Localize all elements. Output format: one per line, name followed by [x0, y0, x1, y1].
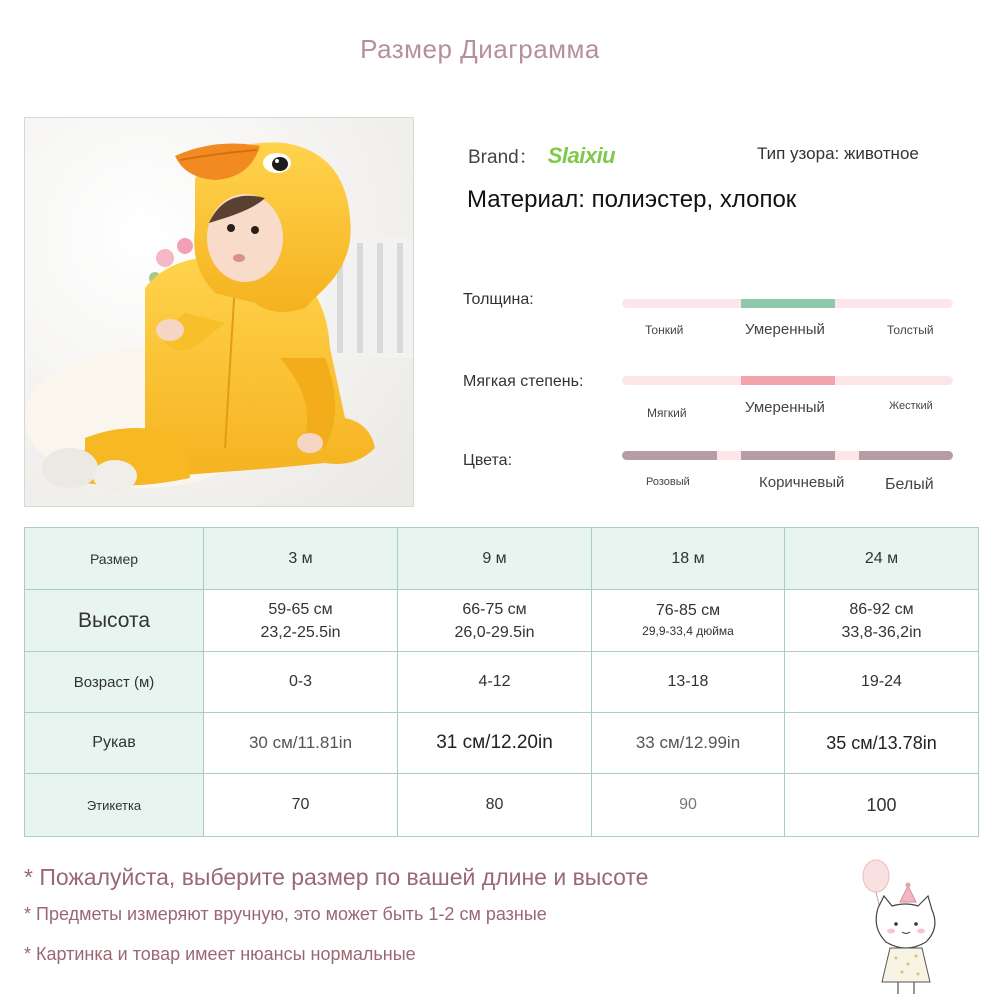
height-cell: [785, 590, 979, 652]
size-cell: 24 м: [785, 528, 979, 590]
height-cm: 76-85 см: [655, 601, 721, 619]
colors-bar: [622, 451, 953, 460]
table-row-height: [25, 590, 979, 652]
height-cell: [204, 590, 398, 652]
size-cell: 18 м: [592, 528, 785, 590]
height-cell: [398, 590, 592, 652]
softness-option-moderate: Умеренный: [745, 399, 825, 416]
softness-option-soft: Мягкий: [647, 406, 687, 420]
height-in: 29,9-33,4 дюйма: [642, 623, 734, 638]
age-cell: 19-24: [785, 652, 979, 713]
thickness-option-thick: Толстый: [887, 323, 934, 337]
softness-selected-segment: [741, 376, 835, 385]
tag-cell: 70: [204, 774, 398, 837]
color-option-pink: Розовый: [646, 476, 690, 488]
product-photo: [24, 117, 414, 507]
table-row-age: [25, 652, 979, 713]
page-title: Размер Диаграмма: [360, 34, 600, 64]
thickness-bar: [622, 299, 953, 308]
cat-illustration-icon: [856, 858, 956, 998]
note-picture-nuance: * Картинка и товар имеет нюансы нормальные: [24, 944, 416, 964]
age-cell: 0-3: [204, 652, 398, 713]
tag-cell: 100: [785, 774, 979, 837]
row-header-tag: Этикетка: [25, 774, 204, 837]
height-cell: [592, 590, 785, 652]
sleeve-cell: 31 см/12.20in: [398, 713, 592, 774]
thickness-option-thin: Тонкий: [645, 323, 684, 337]
color-segment-pink: [622, 451, 717, 460]
row-header-size: Размер: [25, 528, 204, 590]
table-row-sleeve: [25, 713, 979, 774]
tag-cell: 80: [398, 774, 592, 837]
table-row-size: [25, 528, 979, 590]
thickness-label: Толщина:: [463, 291, 534, 308]
duck-costume-image: [25, 118, 414, 507]
tag-cell: 90: [592, 774, 785, 837]
height-in: 23,2-25.5in: [260, 623, 341, 641]
softness-bar: [622, 376, 953, 385]
softness-label: Мягкая степень:: [463, 373, 584, 390]
sleeve-cell: 35 см/13.78in: [785, 713, 979, 774]
note-choose-size: * Пожалуйста, выберите размер по вашей длине и высоте: [24, 864, 649, 890]
brand-label: Brand：: [468, 147, 538, 168]
height-cm: 86-92 см: [849, 600, 914, 618]
color-option-brown: Коричневый: [759, 474, 845, 491]
age-cell: 4-12: [398, 652, 592, 713]
height-in: 33,8-36,2in: [841, 623, 922, 641]
thickness-selected-segment: [741, 299, 835, 308]
height-in: 26,0-29.5in: [454, 623, 535, 641]
size-cell: 9 м: [398, 528, 592, 590]
pattern-type: Тип узора: животное: [757, 144, 919, 163]
color-segment-white: [859, 451, 953, 460]
sleeve-cell: 33 см/12.99in: [592, 713, 785, 774]
material: Материал: полиэстер, хлопок: [467, 186, 797, 213]
row-header-age: Возраст (м): [25, 652, 204, 713]
row-header-sleeve: Рукав: [25, 713, 204, 774]
softness-option-hard: Жесткий: [889, 400, 933, 412]
thickness-option-moderate: Умеренный: [745, 321, 825, 338]
row-header-height: Высота: [25, 590, 204, 652]
size-cell: 3 м: [204, 528, 398, 590]
note-manual-measure: * Предметы измеряют вручную, это может быть 1-2 см разные: [24, 904, 547, 924]
table-row-tag: [25, 774, 979, 837]
height-cm: 59-65 см: [268, 600, 333, 618]
size-chart-table: [24, 527, 979, 837]
brand-logo: Slaixiu: [547, 143, 616, 168]
brand: [468, 142, 615, 169]
sleeve-cell: 30 см/11.81in: [204, 713, 398, 774]
color-option-white: Белый: [885, 476, 934, 493]
color-segment-brown: [741, 451, 835, 460]
age-cell: 13-18: [592, 652, 785, 713]
colors-label: Цвета:: [463, 452, 513, 469]
height-cm: 66-75 см: [462, 600, 527, 618]
